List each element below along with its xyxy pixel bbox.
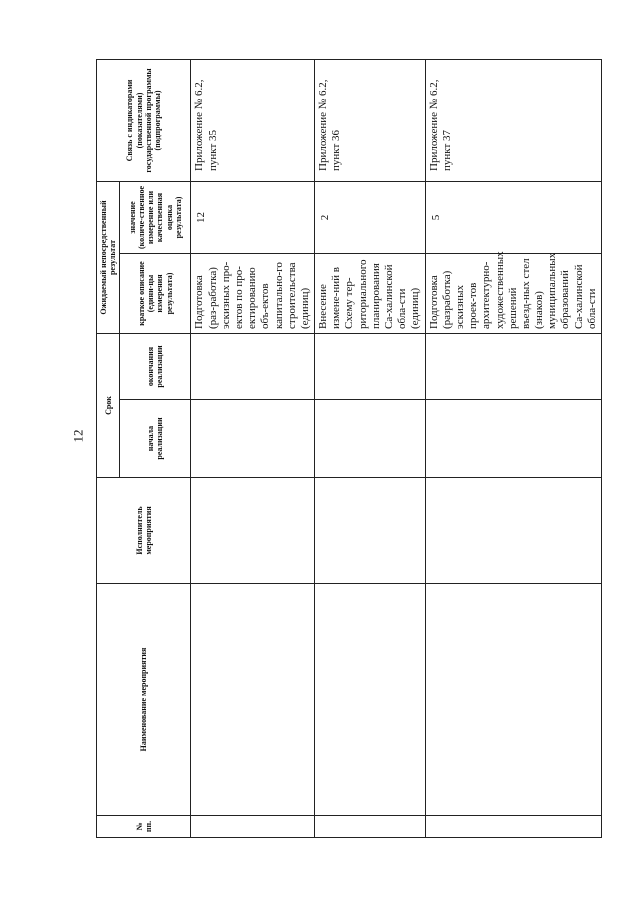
- cell-desc: Внесение измене-ний в Схему тер-риториального планирования Са-халинской обла-сти (единиц): [315, 254, 426, 334]
- cell-start: [315, 400, 426, 478]
- cell-start: [425, 400, 601, 478]
- page-number: 12: [70, 429, 86, 443]
- header-name: Наименование мероприятия: [97, 584, 191, 816]
- header-result-desc: краткое описание (едини-цы измерения результата): [120, 254, 191, 334]
- cell-link: Приложение № 6.2, пункт 37: [425, 60, 601, 182]
- table-row: [425, 60, 601, 838]
- table-row: [315, 60, 426, 838]
- table-row: [191, 60, 315, 838]
- cell-start: [191, 400, 315, 478]
- header-result: Ожидаемый непосредственный результат: [97, 182, 120, 334]
- cell-value: 2: [315, 182, 426, 254]
- rotated-table-container: [96, 60, 598, 838]
- header-result-value: значение (количе-ственное измерение или качественная оценка результата): [120, 182, 191, 254]
- cell-no: [191, 816, 315, 838]
- cell-executor: [425, 478, 601, 584]
- cell-name: [191, 584, 315, 816]
- cell-executor: [191, 478, 315, 584]
- cell-value: 12: [191, 182, 315, 254]
- cell-end: [191, 334, 315, 400]
- header-no: № пп.: [97, 816, 191, 838]
- cell-executor: [315, 478, 426, 584]
- activities-table: [96, 59, 602, 838]
- cell-desc: Подготовка (разработка) эскизных проек-тов архитектурно-художественных решений въезд-ных стел (знаков) муниципальных образований Са-халинской обла-сти: [425, 254, 601, 334]
- cell-link: Приложение № 6.2, пункт 35: [191, 60, 315, 182]
- cell-end: [315, 334, 426, 400]
- cell-value: 5: [425, 182, 601, 254]
- header-link: Связь с индикаторами (показателями) государственной программы (подпрограммы): [97, 60, 191, 182]
- cell-name: [315, 584, 426, 816]
- cell-name: [425, 584, 601, 816]
- cell-link: Приложение № 6.2, пункт 36: [315, 60, 426, 182]
- cell-end: [425, 334, 601, 400]
- cell-no: [425, 816, 601, 838]
- header-executor: Исполнитель мероприятия: [97, 478, 191, 584]
- header-term: Срок: [97, 334, 120, 478]
- cell-no: [315, 816, 426, 838]
- cell-desc: Подготовка (раз-работка) эскизных про-ектов по про-ектированию объ-ектов капитально-го строительства (единиц): [191, 254, 315, 334]
- header-term-end: окончания реализации: [120, 334, 191, 400]
- header-term-start: начала реализации: [120, 400, 191, 478]
